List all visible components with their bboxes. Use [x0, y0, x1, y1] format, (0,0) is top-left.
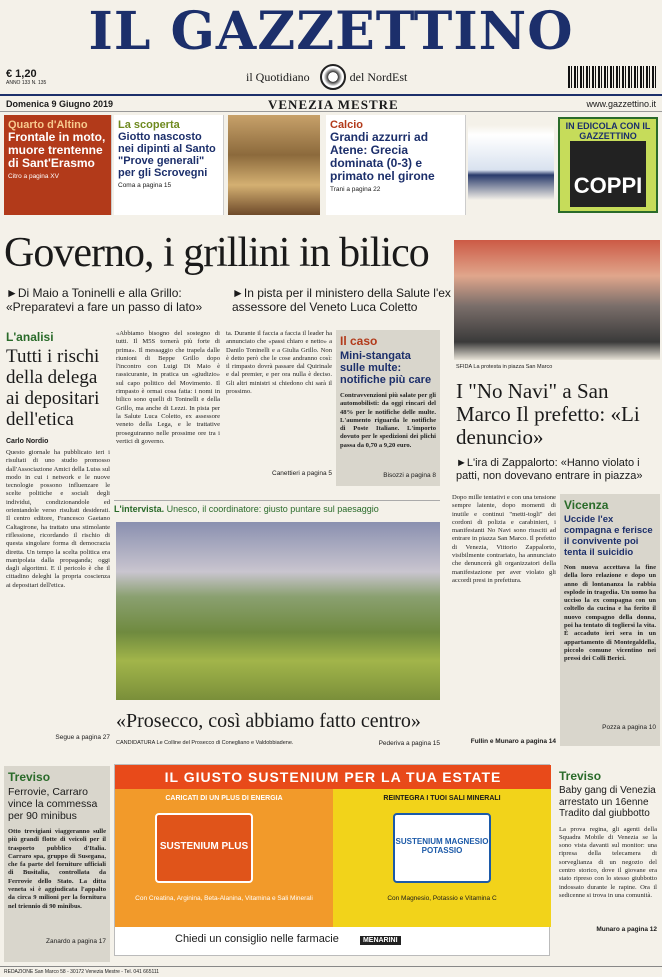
- interview-kicker: L'intervista. Unesco, il coordinatore: giusto puntare sul paesaggio: [114, 500, 440, 514]
- date: Domenica 9 Giugno 2019: [6, 99, 114, 109]
- teaser-giotto[interactable]: La scoperta Giotto nascosto nei dipinti al Santo "Prove generali" per gli Scrovegni Coma a pagina 15: [114, 115, 224, 215]
- price: € 1,20 ANNO 133 N. 135: [6, 68, 47, 86]
- no-navi-headline[interactable]: I "No Navi" a San Marco Il prefetto: «Li denuncio»: [456, 379, 640, 449]
- coppi-cover: COPPI: [570, 141, 646, 207]
- masthead: [0, 0, 662, 68]
- church-photo: [228, 115, 320, 215]
- edition: VENEZIA MESTRE: [268, 97, 399, 112]
- prosecco-hills-photo: [116, 522, 440, 700]
- box-treviso-right[interactable]: Treviso Baby gang di Venezia arrestato un 16enne Tradito dal giubbotto La prova regina, gli agenti della Squadra Mobile di Venezia se la sono vista davanti sul monitor: una ripresa della telecamera di sorveglianza di un negozio del centro storico, dove il giovane era stato ripreso con lo stesso giubbotto indossato durante le rapine. Ora il sedicenne si trova in una comunità. Munaro a pagina 12: [559, 769, 657, 933]
- barcode: [568, 66, 658, 88]
- football-player-photo: [468, 115, 554, 215]
- prosecco-caption: CANDIDATURA Le Colline del Prosecco di Conegliano e Valdobbiadene.: [116, 740, 294, 746]
- analysis-column: L'analisi Tutti i rischi della delega ai depositari dell'etica Carlo Nordio Questo giornale ha pubblicato ieri i risultati di uno studio promosso dall'Associazione Amici della Luiss sul modo in cui i network e le nuove tecnologie possono influenzare le scelte politiche e sociali degli individui, condizionandole ed orientandole verso risultati desiderati. Il centro editore, Francesco Gaetano Caltagirone, ha trattato una stimolante riflessione, ricordando il rischio di questa singolare forma di democrazia diretta. Un tempo la scelta politica era manipolata dalla propaganda; oggi dagli algoritmi. E il pericolo è che il cittadino deleghi la propria coscienza ai depositari dell'etica. Segue a pagina 27: [6, 330, 110, 741]
- website-link[interactable]: www.gazzettino.it: [586, 99, 656, 109]
- sustenium-magnesio-pack: SUSTENIUM MAGNESIO POTASSIO: [393, 813, 491, 883]
- teaser-quarto-altino[interactable]: Quarto d'Altino Frontale in moto, muore trentenne di Sant'Erasmo Citro a pagina XV: [4, 115, 112, 215]
- menarini-logo: MENARINI: [360, 936, 401, 945]
- sustenium-plus-pack: SUSTENIUM PLUS: [155, 813, 253, 883]
- ad-footer: Chiedi un consiglio nelle farmacie MENARINI: [115, 927, 551, 957]
- prosecco-headline[interactable]: «Prosecco, così abbiamo fatto centro»: [116, 710, 421, 732]
- teaser-row: [0, 115, 662, 220]
- box-caso[interactable]: Il caso Mini-stangata sulle multe: notifiche più care Contravvenzioni più salate per gli automobilisti: da oggi rincari del 48% per le notifiche delle multe. L'aumento riguarda le notifiche di Poste Italiane. L'importo dovuto per le spedizioni dei plichi passa da 0,70 a 9,20 euro. Bisozzi a pagina 8: [336, 330, 440, 486]
- teaser-calcio[interactable]: Calcio Grandi azzurri ad Atene: Grecia dominata (0-3) e primato nel girone Trani a pagina 22: [326, 115, 466, 215]
- promo-coppi[interactable]: IN EDICOLA CON IL GAZZETTINO COPPI: [558, 117, 658, 213]
- sustenium-ad[interactable]: [114, 764, 550, 956]
- main-headline[interactable]: Governo, i grillini in bilico: [4, 230, 429, 276]
- photo-caption: SFIDA La protesta in piazza San Marco: [456, 364, 553, 370]
- newspaper-title: IL GAZZETTINO: [88, 1, 574, 62]
- protest-photo: [454, 240, 660, 360]
- ad-banner: IL GIUSTO SUSTENIUM PER LA TUA ESTATE: [115, 765, 551, 789]
- main-body-right-col: ta. Durante il faccia a faccia il leader ha annunciato che «passi chiaro e netto» a Danilo Toninelli e a Giulia Grillo. Non è detto però che le cose andranno così: il rimpasto dovrà passare dal Quirinale e dal premier, e per ora nulla è deciso. Gli altri ministri si chiedono chi sarà il prossimo. Canettieri a pagina 5: [226, 330, 332, 477]
- main-deck-right: ►In pista per il ministero della Salute l'ex assessore del Veneto Luca Coletto: [232, 286, 451, 314]
- lion-emblem-icon: [320, 64, 346, 90]
- analysis-headline[interactable]: Tutti i rischi della delega ai depositari dell'etica: [6, 346, 100, 430]
- box-treviso-left[interactable]: Treviso Ferrovie, Carraro vince la commessa per 90 minibus Otto trevigiani viaggeranno sulle più grandi flotte di veicoli per il trasporto pubblico d'Italia. Carraro spa, gruppo di Susegana, che fa parte del forniture ufficiali di Busitalia, controllata da Ferrovie dello Stato. La ditta veneta si è aggiudicata l'appalto da circa 9 milioni per la fornitura nel triennio di 90 minibus. Zanardo a pagina 17: [4, 766, 110, 962]
- page-footer: REDAZIONE San Marco 58 - 30172 Venezia Mestre - Tel. 041 665111: [0, 966, 662, 977]
- main-deck-left: ►Di Maio a Toninelli e alla Grillo: «Preparatevi a fare un passo di lato»: [6, 286, 203, 314]
- no-navi-story: I "No Navi" a San Marco Il prefetto: «Li denuncio» ►L'ira di Zappalorto: «Hanno violato i patti, non dovevano entrare in piazza»: [456, 380, 660, 483]
- ad-right-panel: REINTEGRA I TUOI SALI MINERALI SUSTENIUM MAGNESIO POTASSIO Con Magnesio, Potassio e Vitamina C: [333, 789, 551, 927]
- tagline: il Quotidiano del NordEst: [246, 70, 408, 84]
- dateline: [0, 94, 662, 112]
- main-body-left: «Abbiamo bisogno del sostegno di tutti. Il M5S tornerà più forte di prima». Il messaggio che trapela dalle riunioni di Beppe Grillo dopo l'incontro con Luigi Di Maio è rassicurante, in pratica un «giudizio» sul capo politico del Movimento. Il rimpasto è ormai cosa fatta: i nomi in bilico sono quelli di Toninelli e della Grillo, ma anche di Lezzi. In pista per la Salute Luca Coletto, ex assessore veneto della Lega, e le trattative proseguiranno nelle prossime ore tra i vertici di governo.: [116, 330, 220, 445]
- no-navi-body-col: Dopo mille tentativi e con una tensione sempre latente, dopo momenti di inutile e continui "metti-togli" dei cordoni di polizia e carabinieri, i manifestanti No Navi sono riusciti ad entrare in piazza San Marco. Il prefetto di Venezia, Vittorio Zappalorto, visibilmente contrariato, ha annunciato che denuncerà gli organizzatori della manifestazione per aver violato gli accordi presi in prefettura. Fullin e Munaro a pagina 14: [452, 494, 556, 745]
- ad-left-panel: CARICATI DI UN PLUS DI ENERGIA SUSTENIUM PLUS Con Creatina, Arginina, Beta-Alanina, Vitamina e Sali Minerali: [115, 789, 333, 927]
- box-vicenza[interactable]: Vicenza Uccide l'ex compagna e ferisce il convivente poi tenta il suicidio Non nuova accettava la fine della loro relazione e dopo un anno di lontananza la rabbia esplode in tragedia. Un uomo ha ucciso la ex compagna con un coltello da cucina e ha ferito il nuovo compagno della donna, poi ha tentato di togliersi la vita. È accaduto ieri sera in un appartamento di Montegaldella, piccolo comune vicentino nei pressi dei Colli Berici. Pozza a pagina 10: [560, 494, 660, 746]
